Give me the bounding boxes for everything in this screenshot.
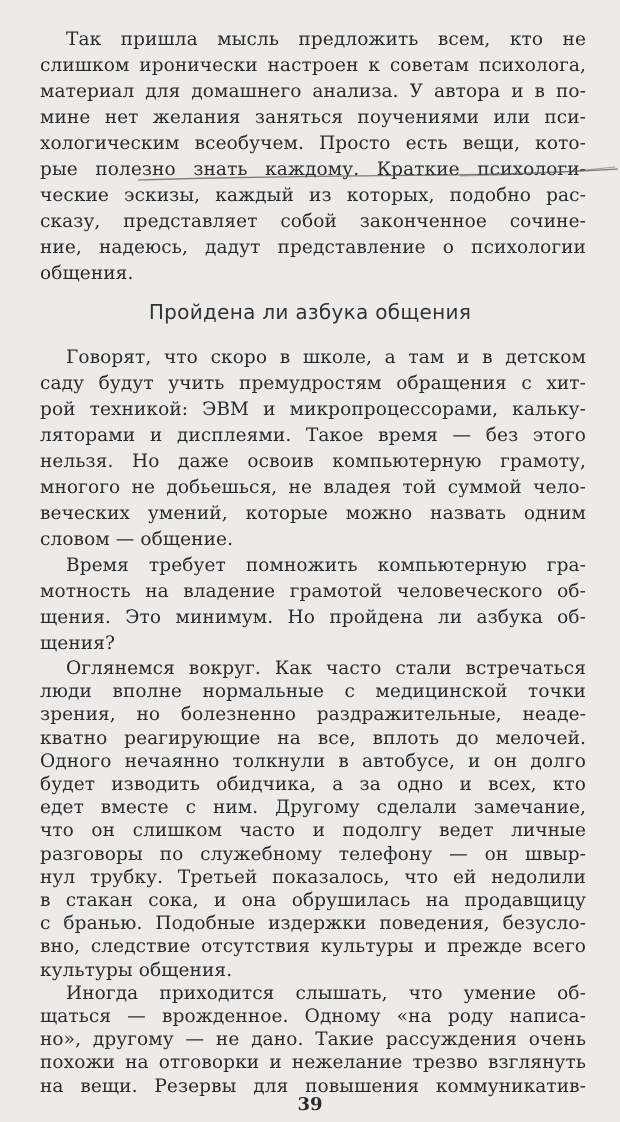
text-line: похожи на отговорки и нежелание трезво взглянуть [40, 1052, 586, 1074]
text-line: Одного нечаянно толкнули в автобусе, и он долго [40, 750, 586, 772]
text-line: ние, надеюсь, дадут представление о психологии [40, 237, 586, 258]
text-line: в стакан сока, и она обрушилась на продавщицу [40, 890, 586, 911]
text-line: слишком иронически настроен к советам психолога, [40, 55, 586, 76]
text-line: щения. Это минимум. Но пройдена ли азбука об- [40, 607, 586, 628]
text-line: многого не добьешься, не владея той суммой чело- [40, 477, 586, 498]
text-line: щаться — врожденное. Одному «на роду написа- [40, 1006, 586, 1027]
text-line: люди вполне нормальные с медицинской точки [40, 681, 586, 703]
text-line: нельзя. Но даже освоив компьютерную грамоту, [40, 451, 586, 472]
text-line: едет вместе с ним. Другому сделали замечание, [40, 797, 586, 819]
text-line: вно, следствие отсутствия культуры и прежде всего [40, 936, 586, 958]
text-line: словом — общение. [40, 529, 234, 550]
text-line: хологическим всеобучем. Просто есть вещи, кото- [40, 133, 586, 154]
text-line: общения. [40, 263, 134, 284]
text-line: ляторами и дисплеями. Такое время — без этого [40, 425, 586, 446]
section-heading: Пройдена ли азбука общения [148, 300, 472, 324]
text-line: Так пришла мысль предложить всем, кто не [66, 29, 586, 50]
text-line: будет изводить обидчика, а за одно и всех, кто [40, 774, 586, 795]
text-line: но», другому — не дано. Такие рассуждения очень [40, 1029, 586, 1051]
text-line: Иногда приходится слышать, что умение об- [66, 982, 586, 1004]
text-line: Говорят, что скоро в школе, а там и в детском [66, 347, 586, 368]
text-line: зрения, но болезненно раздражительные, неаде- [40, 704, 586, 726]
text-line: кватно реагирующие на все, вплоть до мелочей. [40, 727, 586, 749]
text-line: на вещи. Резервы для повышения коммуникатив- [40, 1075, 586, 1097]
text-line: что он слишком часто и подолгу ведет личные [40, 820, 586, 842]
text-line: культуры общения. [40, 959, 233, 981]
text-line: сказу, представляет собой законченное сочине- [40, 211, 586, 232]
text-line: материал для домашнего анализа. У автора и в по- [40, 81, 586, 102]
text-line: рые полезно знать каждому. Краткие психологи- [40, 159, 586, 180]
text-line: саду будут учить премудростям обращения с хит- [40, 373, 586, 394]
text-line: разговоры по служебному телефону — он швыр- [40, 843, 586, 865]
text-line: мотность на владение грамотой человеческого об- [40, 581, 586, 602]
text-line: рой техникой: ЭВМ и микропроцессорами, кальку- [40, 399, 586, 420]
text-line: с бранью. Подобные издержки поведения, безусло- [40, 913, 586, 935]
text-line: щения? [40, 633, 115, 654]
page-number: 39 [297, 1094, 323, 1115]
text-line: мине нет желания заняться поучениями или пси- [40, 107, 586, 128]
text-line: ческие эскизы, каждый из которых, подобно рас- [40, 185, 586, 206]
text-line: нул трубку. Третьей показалось, что ей недолили [40, 866, 586, 888]
text-line: Время требует помножить компьютерную гра- [66, 555, 586, 576]
text-line: Оглянемся вокруг. Как часто стали встречаться [66, 658, 586, 679]
text-line: веческих умений, которые можно назвать одним [40, 503, 586, 524]
